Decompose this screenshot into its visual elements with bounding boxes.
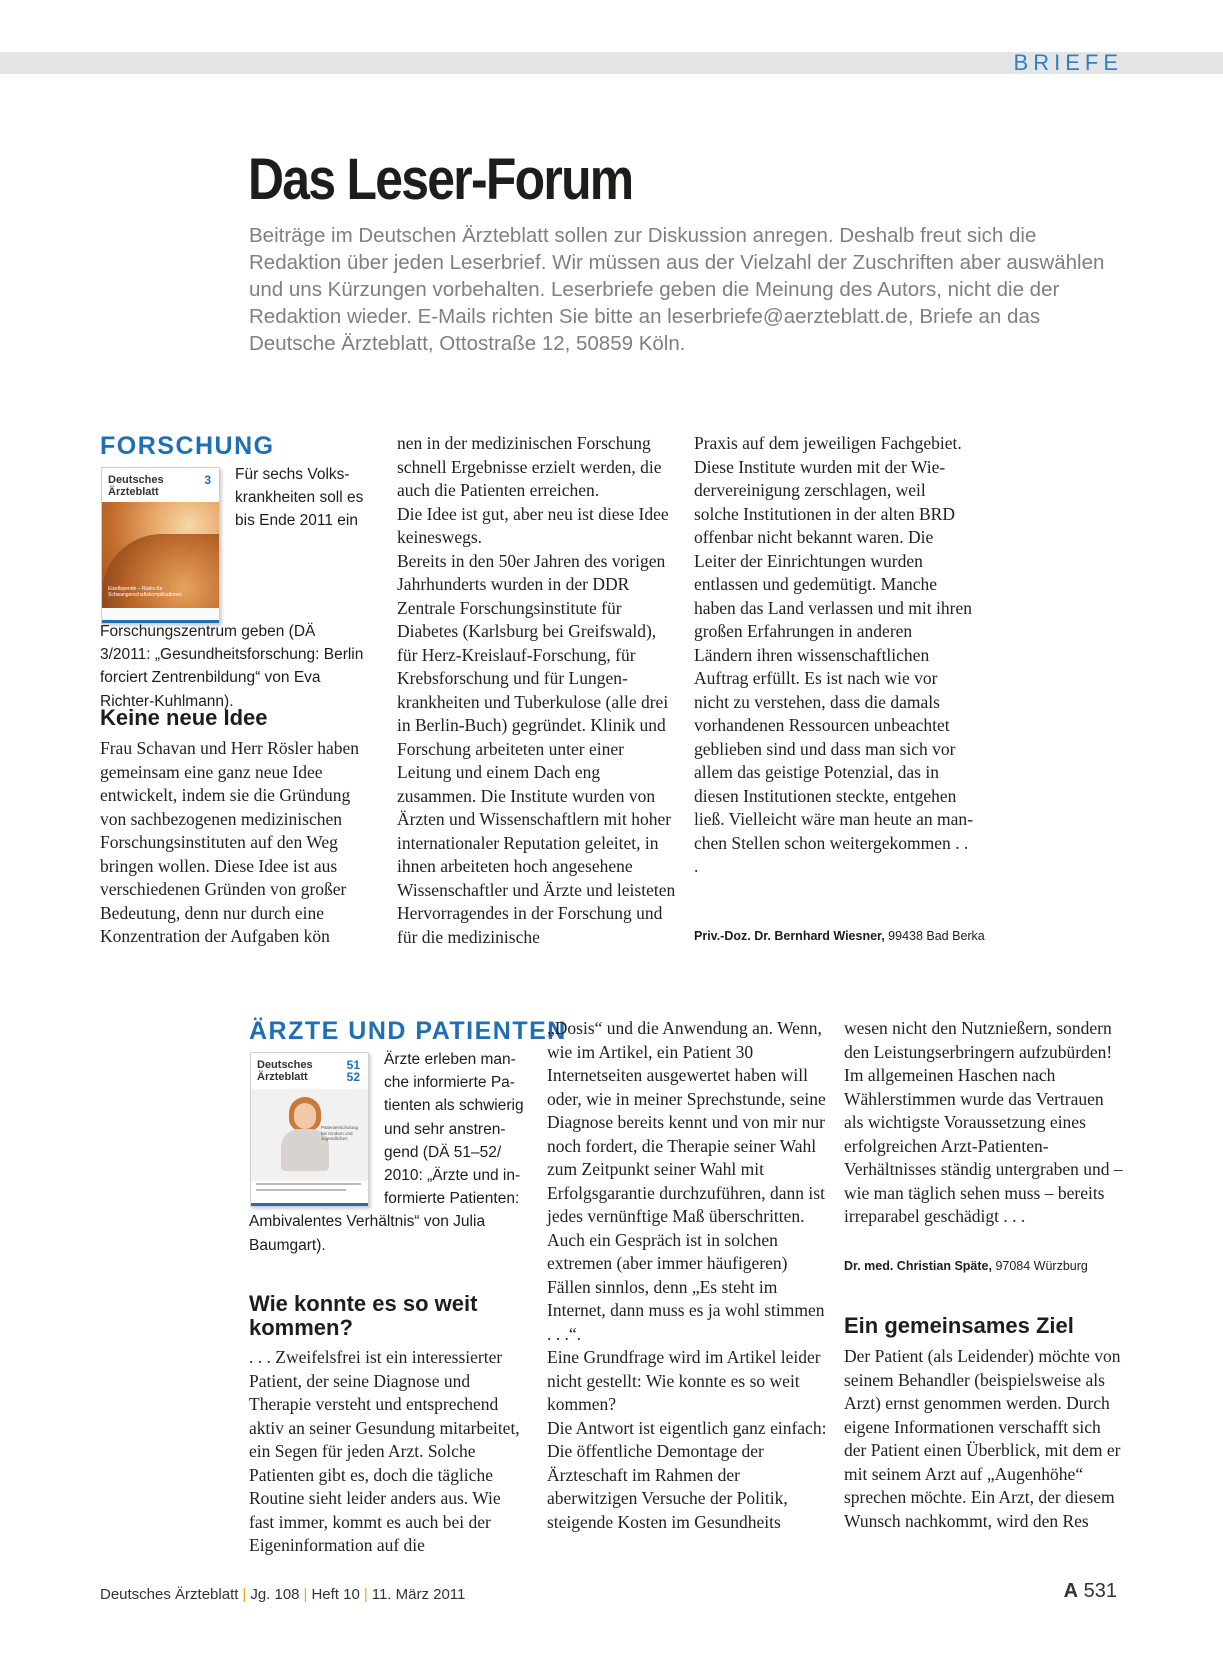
footer-citation: Deutsches Ärzteblatt | Jg. 108 | Heft 10 | 11. März 2011 [100, 1586, 466, 1603]
paragraph: Im allgemeinen Haschen nach Wählerstimmen wurde das Vertrauen als wichtigste Voraussetzung eines erfolgreichen Arzt-Patienten-Verhältnisses ständig untergraben und – wie man täglich sehen muss – bereits irreparabel geschädigt . . . [844, 1065, 1123, 1226]
cover-headline: Eizellspende – Risiko für Schwangerschaftskomplikationen [108, 586, 183, 598]
paragraph: „Dosis“ und die Anwendung an. Wenn, wie im Artikel, ein Patient 30 Internetseiten ausgewertet haben will oder, wie in meiner Sprechstunde, seine Diagnose bereits kennt und von mir nur noch fordert, die Therapie seiner Wahl zum Zeitpunkt seiner Wahl mit Erfolgsgarantie durchzuführen, dann ist jedes vernünftige Maß überschritten. [547, 1018, 826, 1226]
paragraph: Die Antwort ist eigentlich ganz einfach: Die öffentliche Demontage der Ärzteschaft im Rahmen der aberwitzigen Versuche der Politik, steigende Kosten im Gesundheits [547, 1417, 827, 1532]
aerzte-column-3 [844, 1017, 1126, 1229]
paragraph: Eine Grundfrage wird im Artikel leider nicht gestellt: Wie konnte es so weit kommen? [547, 1347, 821, 1414]
footer-volume: Jg. 108 [250, 1586, 300, 1603]
paragraph: Auch ein Gespräch ist in solchen extremen (aber immer häufigeren) Fällen sinnlos, denn „Es steht im Internet, dann muss es ja wohl stimmen . . .“. [547, 1229, 825, 1344]
cover-masthead: Deutsches Ärzteblatt [108, 474, 164, 498]
page-number: A 531 [1063, 1580, 1117, 1602]
letter-title-wie-konnte-es: Wie konnte es so weit kommen? [249, 1291, 478, 1340]
signature-wiesner: Priv.-Doz. Dr. Bernhard Wiesner, 99438 Bad Berka [694, 929, 985, 943]
aerzte-letter2-text [844, 1345, 1126, 1533]
aerzte-column-1 [249, 1346, 529, 1558]
forschung-column-3 [694, 432, 974, 879]
cover-issue-number: 51 52 [346, 1058, 360, 1084]
caption-float-spacer [249, 1048, 384, 1205]
cover-issue-number: 3 [204, 473, 211, 487]
paragraph: Frau Schavan und Herr Rösler haben gemeinsam eine ganz neue Idee entwickelt, indem sie die Gründung von sachbezogenen medizinischen Forschungsinstituten auf den Weg bringen wollen. Diese Idee ist aus verschiedenen Gründen von großer Bedeutung, denn nur durch eine Konzentration der Aufgaben kön [100, 738, 360, 946]
paragraph: nen in der medizinischen Forschung schnell Ergebnisse erzielt werden, die auch die Patienten erreichen. [397, 433, 662, 500]
page-title: Das Leser-Forum [248, 147, 633, 212]
intro-text: Beiträge im Deutschen Ärzteblatt sollen zur Diskussion anregen. Deshalb freut sich die Redaktion über jeden Leserbrief. Wir müssen aus der Vielzahl der Zuschriften aber auswählen und uns Kürzungen vorbehalten. Leserbriefe geben die Meinung des Autors, nicht die der Redaktion wieder. E-Mails richten Sie bitte an leserbriefe@aerzteblatt.de, Briefe an das Deutsche Ärzteblatt, Ottostraße 12, 50859 Köln. [249, 224, 1105, 355]
caption-float-spacer [100, 463, 235, 620]
paragraph: Diese Institute wurden mit der Wiedervereinigung zerschlagen, weil solche Institutionen in der alten BRD offenbar nicht bekannt waren. Die Leiter der Einrichtungen wurden entlassen und gedemütigt. Manche haben das Land verlassen und mit ihren großen Erfahrungen in anderen Ländern ihren wissenschaftlichen Auftrag erfüllt. Es ist nach wie vor nicht zu verstehen, dass die damals vorhandenen Ressourcen unbeachtet geblieben sind und dass man sich vor allem das geistige Potenzial, das in diesen Institutionen steckte, entgehen ließ. Vielleicht wäre man heute an manchen Stellen schon weitergekommen . . . [694, 456, 974, 876]
cover-headline: Patientenschulung bei Kindern und Jugendlichen [321, 1125, 359, 1141]
footer-journal: Deutsches Ärzteblatt [100, 1586, 239, 1603]
paragraph: Die Idee ist gut, aber neu ist diese Idee keineswegs. [397, 503, 669, 547]
topic-heading-forschung: FORSCHUNG [100, 432, 275, 460]
section-label: BRIEFE [1013, 50, 1123, 75]
letter-title-ein-gemeinsames-ziel: Ein gemeinsames Ziel [844, 1313, 1074, 1338]
footer-date: 11. März 2011 [371, 1586, 466, 1603]
figure-caption-aerzte: Ärzte erleben manche informierte Patienten als schwierig und sehr anstrengend (DÄ 51–52/ 2010: „Ärzte und informierte Patienten: Ambivalentes Verhältnis“ von Julia Baumgart). [249, 1048, 527, 1257]
topic-heading-aerzte-und-patienten: ÄRZTE UND PATIENTEN [249, 1017, 567, 1045]
figure-caption-forschung: Für sechs Volkskrankheiten soll es bis Ende 2011 ein Forschungszentrum geben (DÄ 3/2011: „Gesundheitsforschung: Berlin forciert Zentrenbildung“ von Eva Richter-Kuhlmann). [100, 463, 370, 713]
paragraph: Der Patient (als Leidender) möchte von seinem Behandler (beispielsweise als Arzt) ernst genommen werden. Durch eigene Informationen verschafft sich der Patient einen Überblick, mit dem er mit seinem Arzt auf „Augenhöhe“ sprechen möchte. Ein Arzt, der diesem Wunsch nachkommt, wird den Res [844, 1346, 1121, 1531]
aerzte-column-2 [547, 1017, 827, 1534]
paragraph: wesen nicht den Nutznießern, sondern den Leistungserbringern aufzubürden! [844, 1018, 1113, 1062]
paragraph: Praxis auf dem jeweiligen Fachgebiet. [694, 433, 962, 453]
paragraph: Bereits in den 50er Jahren des vorigen Jahrhunderts wurden in der DDR Zentrale Forschungsinstitute für Diabetes (Karlsburg bei Greifswald), für Herz-Kreislauf-Forschung, für Krebsforschung und für Lungenkrankheiten und Tuberkulose (alle drei in Berlin-Buch) gegründet. Klinik und Forschung arbeiteten unter einer Leitung und einem Dach eng zusammen. Die Institute wurden von Ärzten und Wissenschaftlern mit hoher internationaler Reputation geleitet, in ihnen arbeiteten hoch angesehene Wissenschaftler und Ärzte und leisteten Hervorragendes in der Forschung und für die medizinische [397, 550, 676, 947]
paragraph: . . . Zweifelsfrei ist ein interessierter Patient, der seine Diagnose und Therapie versteht und entsprechend aktiv an seiner Gesundung mitarbeitet, ein Segen für jeden Arzt. Solche Patienten gibt es, doch die tägliche Routine sieht leider anders aus. Wie fast immer, kommt es auch bei der Eigeninformation auf die [249, 1347, 520, 1555]
letter-title-keine-neue-idee: Keine neue Idee [100, 705, 268, 730]
forschung-column-1 [100, 737, 378, 949]
signature-spaete: Dr. med. Christian Späte, 97084 Würzburg [844, 1259, 1088, 1273]
footer-issue: Heft 10 [311, 1586, 360, 1603]
forschung-column-2 [397, 432, 677, 949]
cover-masthead: Deutsches Ärzteblatt [257, 1059, 313, 1083]
